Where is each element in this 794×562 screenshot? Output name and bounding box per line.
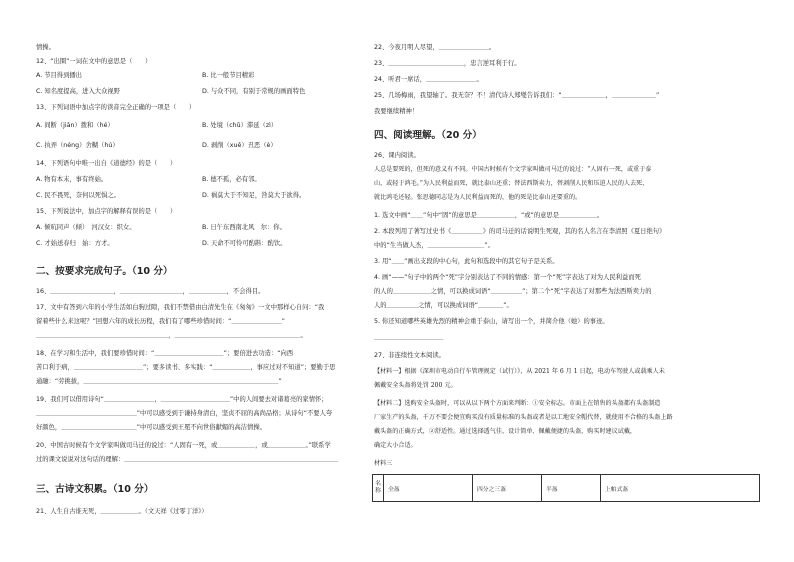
question-19-line-3: 好颜色，＿＿＿＿＿＿＿＿＿＿＿＿”中可以感受到王冕不向世俗献媚的高洁情操。 bbox=[36, 424, 266, 431]
question-21: 21、人生自古谁无死，＿＿＿＿＿＿。（文天祥《过零丁洋》） bbox=[36, 508, 208, 515]
question-16: 16、＿＿＿＿＿＿＿＿＿＿，＿＿＿＿＿＿＿＿＿＿，＿＿＿＿＿＿，不会得目。 bbox=[36, 288, 265, 295]
passage-line: 山，或轻于鸿毛。”为人民利益而死，就比泰山还重；替法西斯卖力，替剥削人民和压迫人民的人去死， bbox=[374, 180, 649, 187]
question-19-line-2: ＿＿＿＿＿＿＿＿＿＿＿＿＿＿＿＿”中可以感受到于谦持身清白，坚贞不屈的高尚品格；从诗句“不要人夸 bbox=[36, 410, 333, 417]
reading-q2-line-1: 2. 本段列用了著写过史书《＿＿＿＿＿》的司马迁的话说明生死观，其的名人名言在李清照《夏日绝句》 bbox=[374, 228, 666, 235]
option-13-b: B. 处境（chǔ）滞延（zì） bbox=[202, 122, 278, 129]
top-line: 情操。 bbox=[36, 44, 55, 51]
passage-line: 人总是要死的，但死的意义有不同。中国古时候有个文学家叫做司马迁的说过：“人固有一死，或重于泰 bbox=[374, 166, 652, 173]
table-cell: 半盔 bbox=[542, 475, 601, 502]
option-14-c: C. 民不畏死，奈何以死惧之。 bbox=[36, 192, 120, 199]
question-22: 22、今夜月明人尽望，＿＿＿＿＿＿＿＿。 bbox=[374, 44, 496, 51]
table-cell: 全盔 bbox=[384, 475, 473, 502]
option-14-a: A. 物有本末，事有终始。 bbox=[36, 176, 108, 183]
option-12-a: A. 节目得到播出 bbox=[36, 72, 82, 79]
reading-q5-line-2: ＿＿＿＿＿＿＿＿＿＿＿ bbox=[374, 334, 444, 341]
section-3-heading: 三、古诗文积累。（10 分） bbox=[36, 484, 154, 495]
question-13: 13、下列词语中加点字的读音完全正确的一项是（ ） bbox=[36, 104, 196, 111]
question-14: 14、下列语句中唯一出自《道德经》的是（ ） bbox=[36, 160, 177, 167]
section-2-heading: 二、按要求完成句子。（10 分） bbox=[36, 266, 173, 277]
table-row bbox=[373, 475, 760, 502]
table-row-header: 名称 bbox=[373, 475, 384, 502]
option-15-a: A. 倾吭同声（倾） 河汉女：织女。 bbox=[36, 224, 136, 231]
question-27: 27、非连续性文本阅读。 bbox=[374, 352, 445, 359]
option-13-c: C. 执弄（néng）舍糊（hú） bbox=[36, 142, 119, 149]
option-13-a: A. 间断（jiān）拨和（hé） bbox=[36, 122, 114, 129]
reading-q4-line-2: 的人的＿＿＿＿＿＿之情，可以换成词语“＿＿＿＿＿”；第二个“死”字表达了对那些为法西斯卖力的 bbox=[374, 288, 652, 295]
question-17-line-1: 17、文中有答到六年的小学生活如白驹过隙，我们不禁借由白清先生在《匆匆》一文中那样心自问：“我 bbox=[36, 304, 325, 311]
option-13-d: D. 剥削（xuē）丑恶（è） bbox=[202, 142, 277, 149]
question-20-line-1: 20、中国古时候有个文学家叫做司马迁的说过：“人固有一死，或＿＿＿＿＿＿，或＿＿＿＿＿＿。”联系学 bbox=[36, 442, 331, 449]
option-12-d: D. 与众不同，有别于常规的画面特色 bbox=[202, 88, 306, 95]
question-26: 26、课内阅读。 bbox=[374, 152, 420, 159]
material-3-label: 材料三 bbox=[374, 460, 393, 467]
material-1-line: 佩戴安全头盔将处罚 200 元。 bbox=[374, 382, 457, 389]
question-17-line-3: ＿＿＿＿＿＿＿＿＿＿＿＿＿＿＿＿＿＿＿＿＿，＿＿＿＿＿＿＿＿＿＿＿＿＿＿＿＿＿＿＿＿。 bbox=[36, 332, 307, 339]
option-15-b: B. 日午东西南北风 尔：你。 bbox=[202, 224, 286, 231]
reading-q4-line-3: 人的＿＿＿＿＿之情，可以换成词语“＿＿＿＿”。 bbox=[374, 302, 513, 309]
option-12-b: B. 比一般节目精彩 bbox=[202, 72, 255, 79]
material-2-line: 厂家生产的头盔，千万不要会便宜购买没有质量标准的头盔或者是以工地安全帽代替，就使用不合格的头盔上路 bbox=[374, 414, 673, 421]
question-18-line-3: 通融：“劳挑拔，＿＿＿＿＿＿＿＿＿＿＿＿＿＿＿＿＿＿＿＿＿＿＿＿＿＿＿＿＿＿＿” bbox=[36, 378, 282, 385]
question-12: 12、“出圈”一词在文中的意思是（ ） bbox=[36, 58, 152, 65]
material-2-line: 确定大小合适。 bbox=[374, 442, 417, 449]
question-23: 23、＿＿＿＿＿＿＿＿＿＿＿＿，忠言逆耳利于行。 bbox=[374, 60, 521, 67]
question-17-line-2: 留着些什么来这呢？”回想六年的成长历程，我们有了哪些珍惜时间：“＿＿＿＿＿＿＿＿” bbox=[36, 318, 286, 325]
material-1-line: 【材料一】根据《深圳市电动自行车管理规定（试行）》，从 2021 年 6 月 1 日起，电动车驾驶人或载乘人未 bbox=[374, 368, 665, 375]
option-12-c: C. 知名度提高，进入大众视野 bbox=[36, 88, 120, 95]
reading-q5-line-1: 5. 你还知道哪些英雄先烈的精神会重于泰山，请写出一个，并简介他（她）的事迹。 bbox=[374, 318, 609, 325]
option-14-d: D. 祸莫大于不知足，咎莫大于欲得。 bbox=[202, 192, 306, 199]
option-15-c: C. 才始送春归 始：方才。 bbox=[36, 240, 114, 247]
option-15-d: D. 天命不可怜可酌斟：酌饮。 bbox=[202, 240, 287, 247]
helmet-table bbox=[372, 474, 760, 502]
question-19-line-1: 19、我们可以借用诗句“＿＿＿＿＿＿＿＿，＿＿＿＿＿＿＿＿＿＿＿”中的人间要去对诸葛亮的家情怀； bbox=[36, 396, 328, 403]
question-18-line-1: 18、在学习和生活中，我们要珍惜时间：“＿＿＿＿＿＿＿＿＿＿＿”；要倍进去功造：“向西 bbox=[36, 350, 294, 357]
question-24: 24、听君一席话，＿＿＿＿＿＿＿＿。 bbox=[374, 76, 483, 83]
table-cell: 上帕式盔 bbox=[601, 475, 760, 502]
question-15: 15、下列说法中，加点字的解释有误的是（ ） bbox=[36, 208, 177, 215]
question-18-line-2: 苦口利于病，＿＿＿＿＿＿＿＿＿＿＿”；要多读书、多实践：“＿＿＿＿＿＿，事应过对不知道”；要勤于思 bbox=[36, 364, 336, 371]
reading-q2-line-2: 中的“生当做人杰，＿＿＿＿＿＿＿＿＿”。 bbox=[374, 242, 494, 249]
reading-q1: 1. 选文中画“＿＿”句中“固”的意思是＿＿＿＿＿＿，“或”的意思是＿＿＿＿＿＿。 bbox=[374, 212, 604, 219]
question-25-line-2: 我要继续精神！ bbox=[374, 108, 419, 115]
material-2-line: 【材料二】选购安全头盔时，可以从以下两个方面来判断：①安全标志。市面上在销售的头盔都有头盔制造 bbox=[374, 400, 661, 407]
section-4-heading: 四、阅读理解。（20 分） bbox=[374, 130, 482, 141]
reading-q4-line-1: 4. 画“——”句子中的两个“死”字分别表达了不同的情感：第一个“死”字表达了对为人民利益而死 bbox=[374, 274, 641, 281]
table-cell: 四分之三盔 bbox=[473, 475, 542, 502]
option-14-b: B. 德不孤，必有邻。 bbox=[202, 176, 261, 183]
question-25-line-1: 25、几场梅雨，我望轴了。我无奈？不！清代诗人郑燮告诉我们：“＿＿＿＿＿＿＿，＿＿＿＿＿＿＿” bbox=[374, 92, 660, 99]
material-2-line: 戴头盔的正确方式，②舒适性。通过选择透气佳、设计简单、佩戴便捷的头盔，购买时建议试戴， bbox=[374, 428, 637, 435]
passage-line: 就比鸿毛还轻。张思德同志是为人民利益而死的，他的死是比泰山还要重的。 bbox=[374, 194, 582, 201]
question-20-line-2: 过的课文说说对这句话的理解：＿＿＿＿＿＿＿＿＿＿＿＿＿＿＿＿＿＿＿＿＿＿＿＿＿＿＿＿＿＿＿＿＿＿ bbox=[36, 456, 339, 463]
reading-q3: 3. 用“＿＿”画出支段的中心句，此句和选段中的其它句子是关系。 bbox=[374, 258, 559, 265]
